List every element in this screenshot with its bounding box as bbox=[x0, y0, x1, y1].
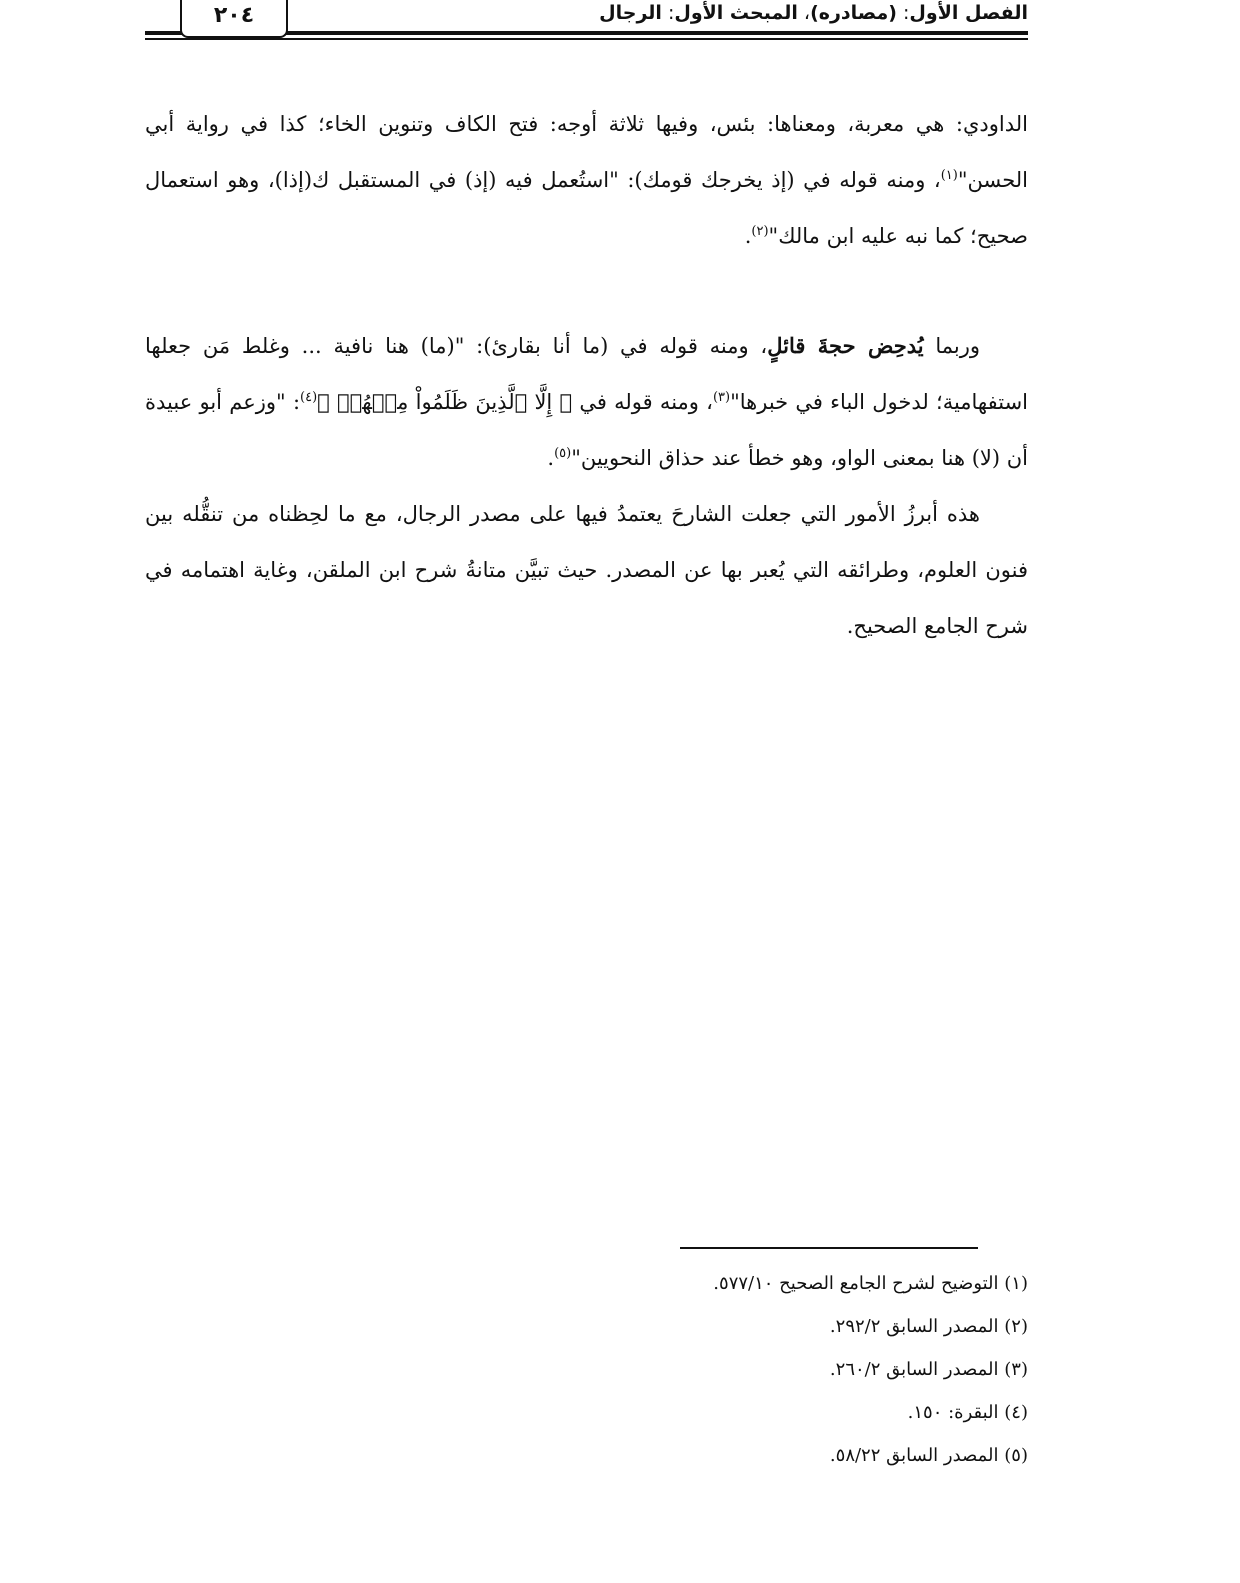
paragraph-2-text-c: ، ومنه قوله في ﴿ إِلَّا ٱلَّذِينَ ظَلَمُواْ مِنۡهُمۡ ﴾ bbox=[317, 390, 713, 414]
paragraph-1-text-a: الداودي: هي معربة، ومعناها: بئس، وفيها ثلاثة أوجه: فتح الكاف وتنوين الخاء؛ كذا في رواية أبي الحسن" bbox=[145, 112, 1028, 192]
footnote-ref-3: (٣) bbox=[712, 390, 731, 405]
footnote-item: (٤) البقرة: ١٥٠. bbox=[907, 1402, 1028, 1423]
header-section: المبحث الأول bbox=[674, 2, 798, 24]
footnote-ref-1: (١) bbox=[940, 168, 958, 183]
running-header-title bbox=[599, 2, 1028, 24]
paragraph-2-text-d: : "وزعم أبو عبيدة أن (لا) هنا بمعنى الواو، وهو خطأ عند حذاق النحويين" bbox=[145, 390, 1028, 470]
page-number: ٢٠٤ bbox=[180, 0, 288, 38]
header-colon-2: : bbox=[661, 2, 675, 24]
footnote-ref-4: (٤) bbox=[300, 390, 318, 405]
paragraph-1-text-b: ، ومنه قوله في (إذ يخرجك قومك): "استُعمل فيه (إذ) في المستقبل ك(إذا)، وهو استعمال صحيح؛ كما نبه عليه ابن مالك" bbox=[145, 168, 1028, 248]
header-chapter: الفصل الأول bbox=[909, 2, 1028, 24]
paragraph-2-text-a: وربما bbox=[923, 334, 980, 358]
paragraph-2-text-e: . bbox=[547, 446, 555, 470]
paragraph-2-text-b: ، ومنه قوله في (ما أنا بقارئ): "(ما) هنا نافية ... وغلط مَن جعلها استفهامية؛ لدخول الباء في خبرها" bbox=[145, 334, 1029, 414]
footnote-separator bbox=[680, 1247, 978, 1249]
header-comma: ، bbox=[797, 2, 811, 24]
footnote-item: (٢) المصدر السابق ٢٩٢/٢. bbox=[829, 1316, 1028, 1337]
page-header bbox=[145, 0, 1028, 42]
paragraph-2 bbox=[145, 318, 1028, 486]
footnote-item: (١) التوضيح لشرح الجامع الصحيح ٥٧٧/١٠. bbox=[713, 1273, 1028, 1294]
header-rule-thin bbox=[145, 38, 1028, 40]
footnote-ref-2: (٢) bbox=[751, 224, 769, 239]
body-paragraphs bbox=[145, 318, 1028, 654]
header-colon: : bbox=[896, 2, 910, 24]
header-topic: الرجال bbox=[599, 2, 662, 24]
footnote-item: (٣) المصدر السابق ٢٦٠/٢. bbox=[829, 1359, 1028, 1380]
footnote-ref-5: (٥) bbox=[554, 446, 572, 461]
footnote-item: (٥) المصدر السابق ٥٨/٢٢. bbox=[829, 1445, 1028, 1466]
paragraph-3: هذه أبرزُ الأمور التي جعلت الشارحَ يعتمدُ فيها على مصدر الرجال، مع ما لحِظناه من تنقُّله بين فنون العلوم، وطرائقه التي يُعبر بها عن المصدر. حيث تبيَّن متانةُ شرح ابن الملقن، وغاية اهتمامه في شرح الجامع الصحيح. bbox=[145, 502, 1028, 638]
header-paren-text: (مصادره) bbox=[810, 2, 897, 24]
paragraph-1-text-c: . bbox=[744, 224, 752, 248]
paragraph-2-bold-phrase: يُدحِض حجةَ قائلٍ bbox=[767, 333, 924, 358]
footnotes-list bbox=[600, 1262, 1028, 1477]
paragraph-1 bbox=[145, 96, 1028, 264]
